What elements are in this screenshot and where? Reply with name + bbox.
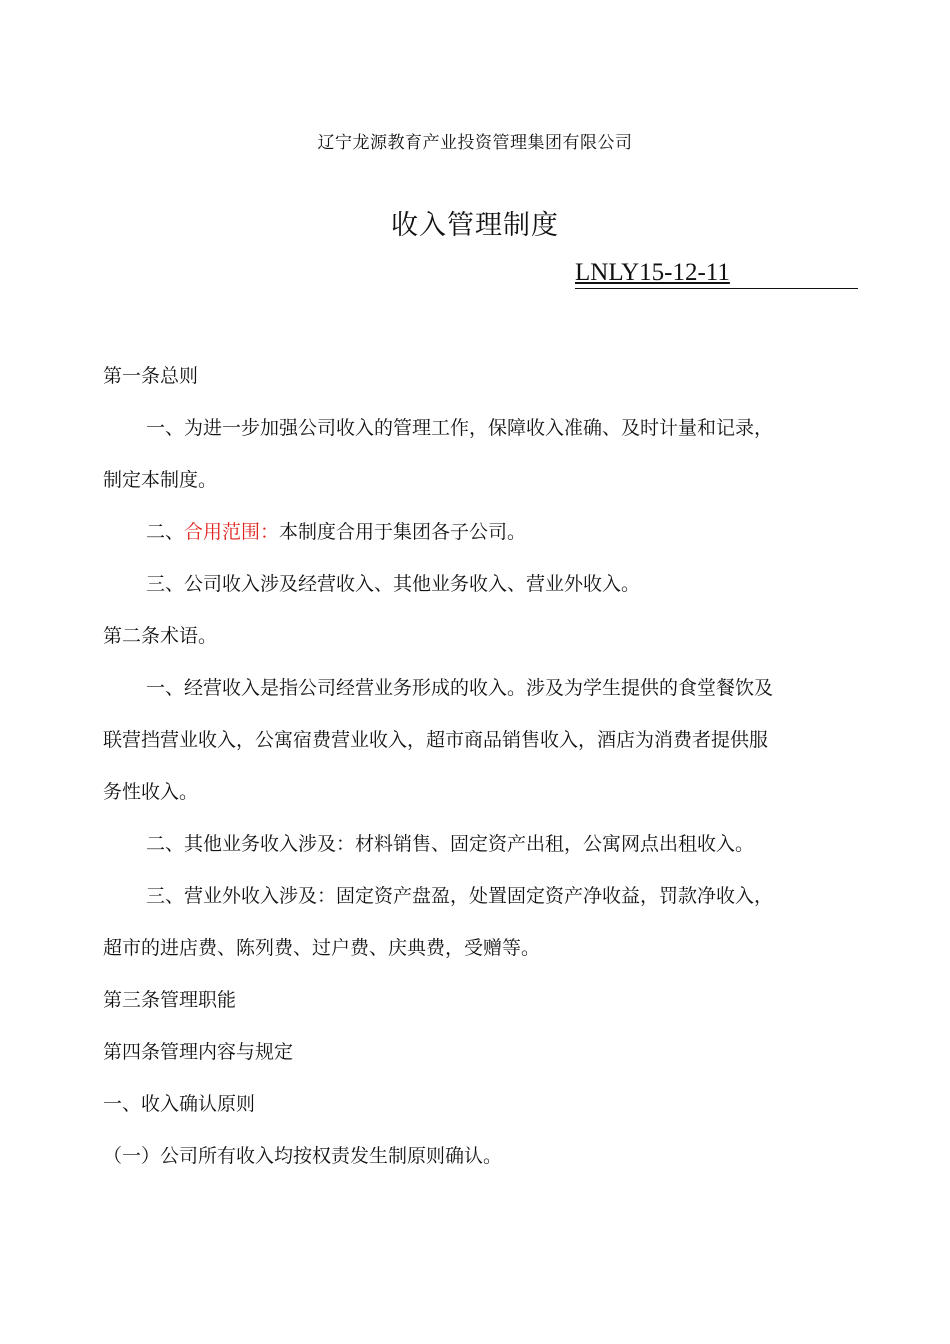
- article-1-heading: 第一条总则: [103, 365, 199, 387]
- document-code: [575, 258, 858, 289]
- document-code-text: LNLY15-12-11: [575, 259, 730, 286]
- article-2-para-1-line-1: 一、经营收入是指公司经营业务形成的收入。涉及为学生提供的食堂餐饮及: [146, 677, 774, 699]
- article-1-para-1-line-1: 一、为进一步加强公司收入的管理工作，保障收入准确、及时计量和记录，: [146, 417, 774, 439]
- article-2-para-3-line-2: 超市的进店费、陈列费、过户费、庆典费，受赠等。: [103, 937, 541, 959]
- article-1-para-1-line-2: 制定本制度。: [103, 469, 218, 491]
- article-2-heading: 第二条术语。: [103, 625, 218, 647]
- article-2-para-1-line-2: 联营挡营业收入，公寓宿费营业收入，超市商品销售收入，酒店为消费者提供服: [103, 729, 769, 751]
- article-4-section-1: 一、收入确认原则: [103, 1093, 256, 1115]
- article-2-para-3-line-1: 三、营业外收入涉及：固定资产盘盈，处置固定资产净收益，罚款净收入，: [146, 885, 774, 907]
- document-title: 收入管理制度: [391, 210, 559, 241]
- article-2-para-2: 二、其他业务收入涉及：材料销售、固定资产出租，公寓网点出租收入。: [146, 833, 755, 855]
- article-1-para-3: 三、公司收入涉及经营收入、其他业务收入、营业外收入。: [146, 573, 641, 595]
- article-3-heading: 第三条管理职能: [103, 989, 237, 1011]
- article-1-para-2-rest: 本制度合用于集团各子公司。: [279, 521, 527, 543]
- article-4-section-1-item-1: （一）公司所有收入均按权责发生制原则确认。: [103, 1145, 503, 1167]
- article-1-para-2-prefix: 二、: [146, 521, 185, 543]
- company-name: 辽宁龙源教育产业投资管理集团有限公司: [317, 133, 633, 153]
- article-1-para-2: [146, 518, 526, 546]
- article-4-heading: 第四条管理内容与规定: [103, 1041, 294, 1063]
- scope-highlight: 合用范围：: [184, 521, 280, 543]
- article-2-para-1-line-3: 务性收入。: [103, 781, 199, 803]
